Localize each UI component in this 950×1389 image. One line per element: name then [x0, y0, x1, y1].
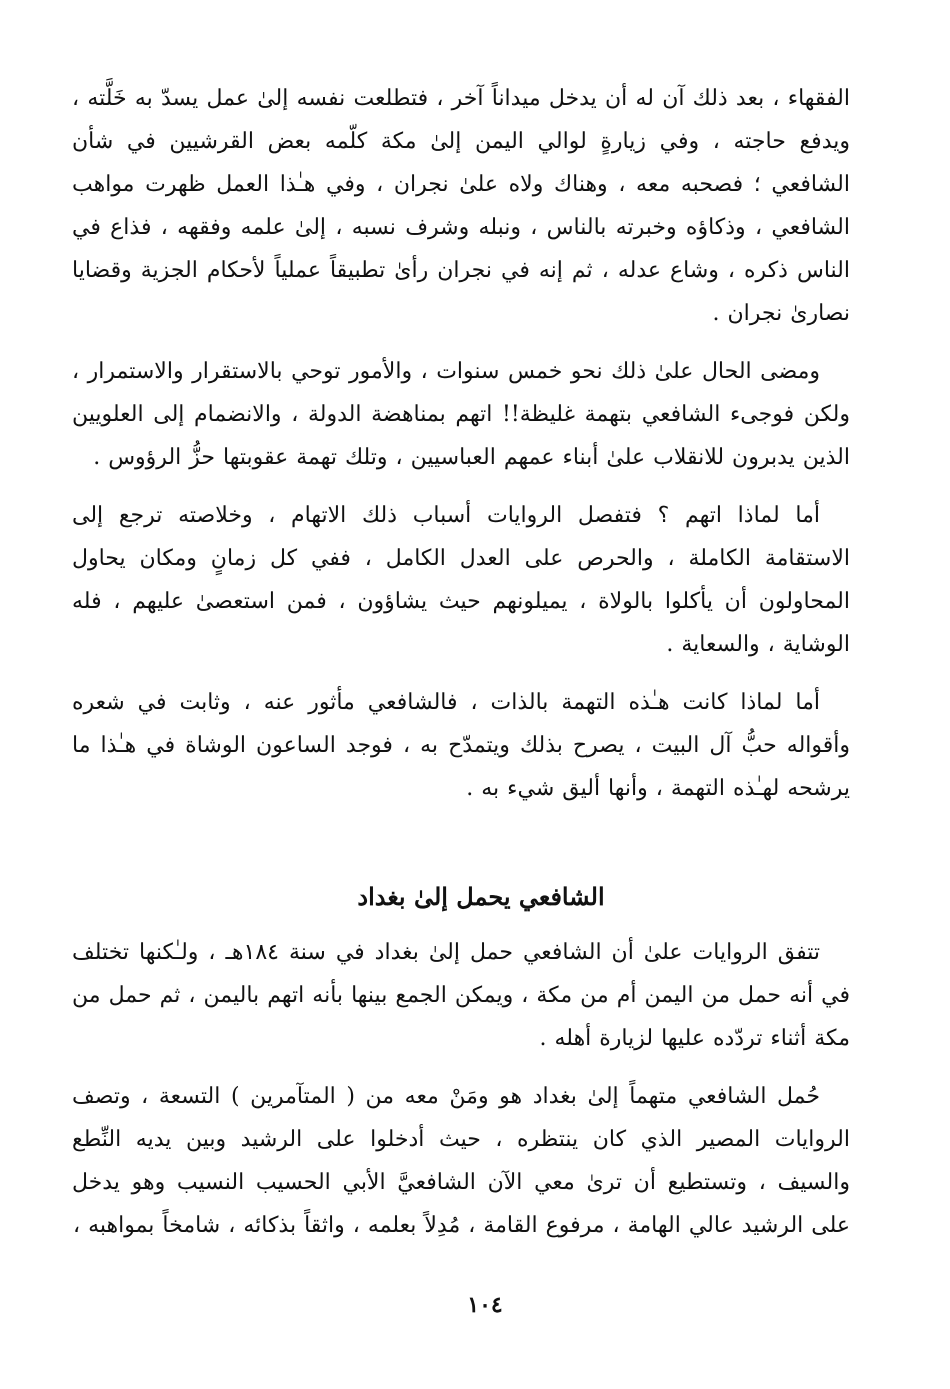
lower-text-section	[72, 931, 850, 1247]
paragraph-ahl-al-bayt: أما لماذا كانت هـٰذه التهمة بالذات ، فالشافعي مأثور عنه ، وثابت في شعره وأقواله حبُّ آل البيت ، يصرح بذلك ويتمدّح به ، فوجد الساعون الوشاة في هـٰذا ما يرشحه لهـٰذه التهمة ، وأنها أليق شيء به .	[72, 690, 850, 801]
paragraph-continuation: الفقهاء ، بعد ذلك آن له أن يدخل ميداناً آخر ، فتطلعت نفسه إلىٰ عمل يسدّ به خَلَّته ، ويدفع حاجته ، وفي زيارةٍ لوالي اليمن إلىٰ مكة كلّمه بعض القرشيين في شأن الشافعي ؛ فصحبه معه ، وهناك ولاه علىٰ نجران ، وفي هـٰذا العمل ظهرت مواهب الشافعي ، وذكاؤه وخبرته بالناس ، ونبله وشرف نسبه ، إلىٰ علمه وفقهه ، فذاع في الناس ذكره ، وشاع عدله ، ثم إنه في نجران رأىٰ تطبيقاً عملياً لأحكام الجزية وقضايا نصارىٰ نجران .	[72, 86, 850, 326]
paragraph-rashid: حُمل الشافعي متهماً إلىٰ بغداد هو ومَنْ معه من ( المتآمرين ) التسعة ، وتصف الروايات المصير الذي كان ينتظره ، حيث أدخلوا على الرشيد وبين يديه النِّطع والسيف ، وتستطيع أن ترىٰ معي الآن الشافعيَّ الأبي الحسيب النسيب وهو يدخل على الرشيد عالي الهامة ، مرفوع القامة ، مُدِلاً بعلمه ، واثقاً بذكائه ، شامخاً بمواهبه ،	[72, 1084, 850, 1238]
page-number: ١٠٤	[467, 1292, 503, 1318]
paragraph-reasons: أما لماذا اتهم ؟ فتفصل الروايات أسباب ذلك الاتهام ، وخلاصته ترجع إلى الاستقامة الكاملة ، والحرص على العدل الكامل ، ففي كل زمانٍ ومكان يحاول المحاولون أن يأكلوا بالولاة ، يميلونهم حيث يشاؤون ، فمن استعصىٰ عليهم ، فله الوشاية ، والسعاية .	[72, 503, 850, 657]
paragraph-accusation: ومضى الحال علىٰ ذلك نحو خمس سنوات ، والأمور توحي بالاستقرار والاستمرار ، ولكن فوجىء الشافعي بتهمة غليظة!! اتهم بمناهضة الدولة ، والانضمام إلى العلويين الذين يدبرون للانقلاب علىٰ أبناء عمهم العباسيين ، وتلك تهمة عقوبتها حزُّ الرؤوس .	[72, 359, 850, 470]
section-heading: الشافعي يحمل إلىٰ بغداد	[357, 882, 605, 911]
paragraph-baghdad-date: تتفق الروايات علىٰ أن الشافعي حمل إلىٰ بغداد في سنة ١٨٤هـ ، ولـٰكنها تختلف في أنه حمل من اليمن أم من مكة ، ويمكن الجمع بينها بأنه اتهم باليمن ، ثم حمل من مكة أثناء تردّده عليها لزيارة أهله .	[72, 940, 850, 1051]
upper-text-section	[72, 77, 850, 810]
